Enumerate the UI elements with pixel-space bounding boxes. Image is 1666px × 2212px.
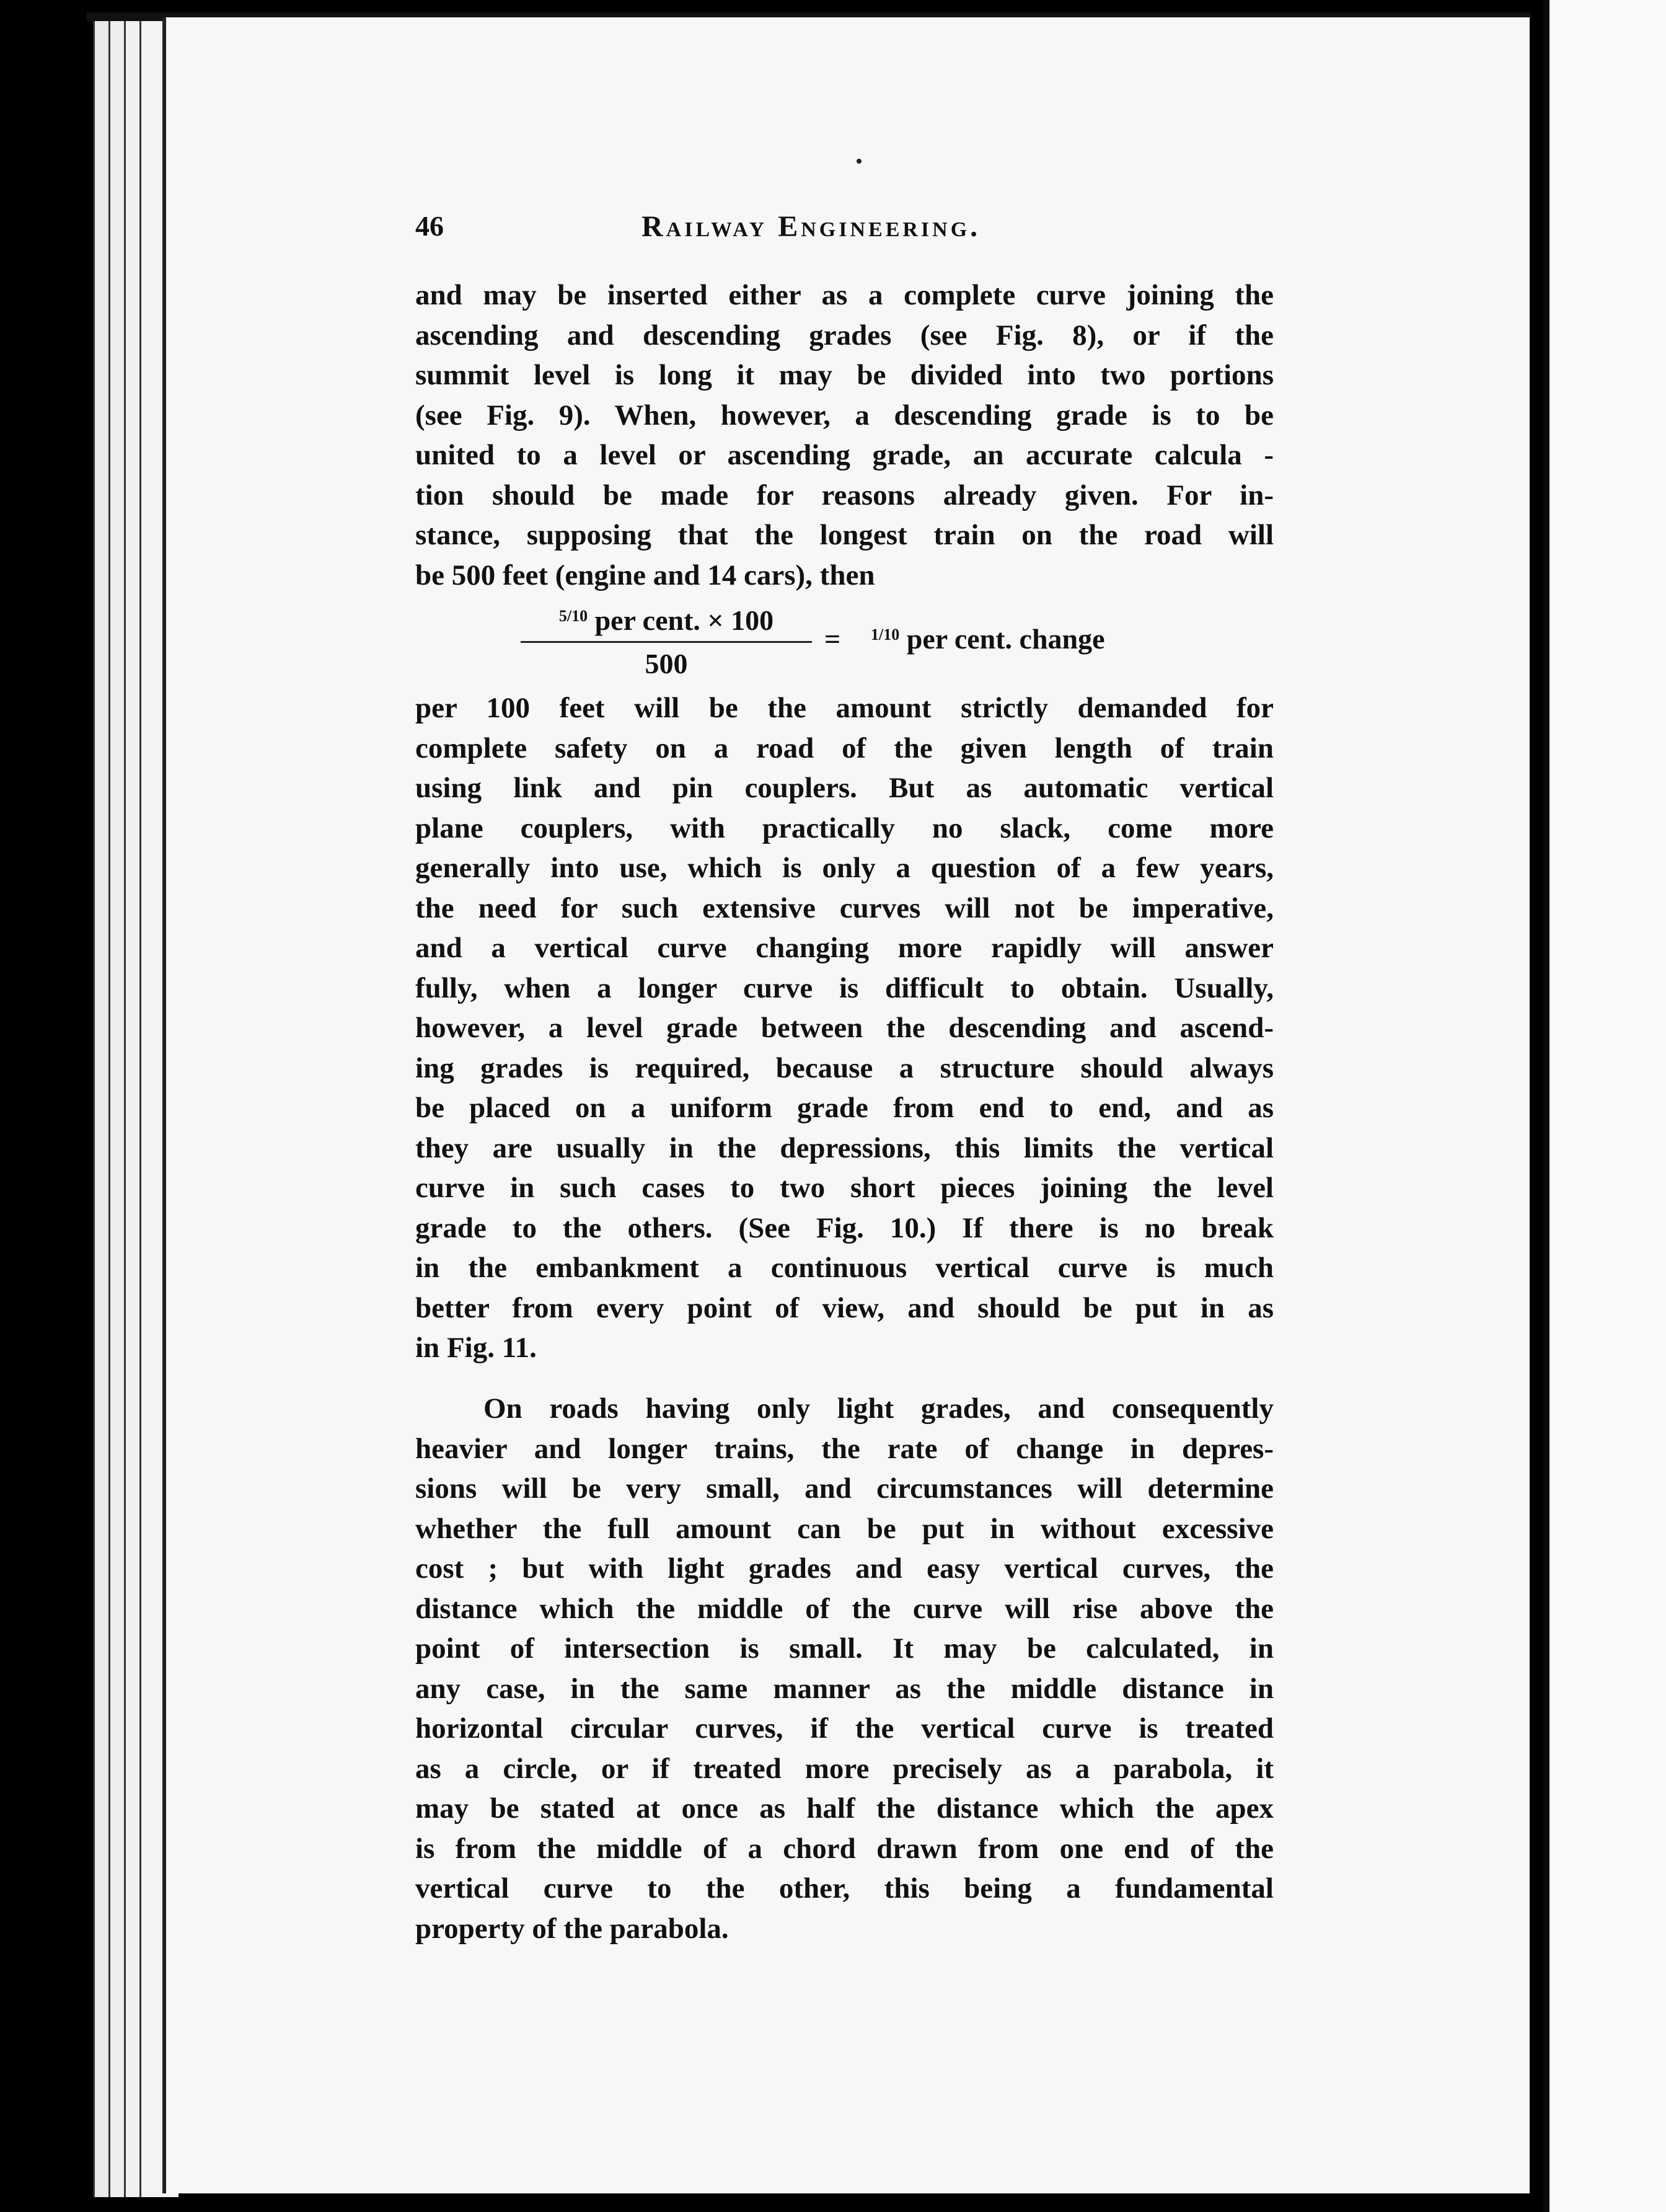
- running-header: [415, 210, 1274, 253]
- text-line: plane couplers, with practically no slack, come more: [415, 812, 1274, 844]
- text-line: point of intersection is small. It may be calculated, in: [415, 1632, 1274, 1665]
- text-line: any case, in the same manner as the middle distance in: [415, 1672, 1274, 1705]
- text-line: in the embankment a continuous vertical curve is much: [415, 1252, 1274, 1284]
- text-line: they are usually in the depressions, this limits the vertical: [415, 1131, 1274, 1164]
- text-line: may be stated at once as half the distance which the apex: [415, 1792, 1274, 1825]
- text-line: united to a level or ascending grade, an accurate calcula -: [415, 439, 1274, 471]
- text-line: per 100 feet will be the amount strictly demanded for: [415, 692, 1274, 724]
- text-line: property of the parabola.: [415, 1912, 729, 1945]
- text-line: heavier and longer trains, the rate of change in depres-: [415, 1432, 1274, 1465]
- text-line: horizontal circular curves, if the vertical curve is treated: [415, 1712, 1274, 1745]
- result-fraction: 1/10: [871, 626, 900, 644]
- text-line: as a circle, or if treated more precisely as a parabola, it: [415, 1752, 1274, 1785]
- text-line: using link and pin couplers. But as automatic vertical: [415, 772, 1274, 804]
- text-line: complete safety on a road of the given length of train: [415, 732, 1274, 764]
- text-line: summit level is long it may be divided into two portions: [415, 359, 1274, 391]
- formula-result: [871, 622, 1105, 655]
- text-line: is from the middle of a chord drawn from one end of the: [415, 1832, 1274, 1865]
- fraction-bar: [521, 641, 812, 643]
- numerator-fraction: 5/10: [558, 607, 588, 625]
- text-line: cost ; but with light grades and easy vertical curves, the: [415, 1552, 1274, 1585]
- text-line: and a vertical curve changing more rapidly will answer: [415, 932, 1274, 964]
- text-line: distance which the middle of the curve will rise above the: [415, 1592, 1274, 1625]
- page-number: 46: [415, 210, 444, 242]
- text-line: however, a level grade between the descending and ascend-: [415, 1012, 1274, 1044]
- paragraph-1: [415, 275, 1274, 595]
- result-text: per cent. change: [906, 623, 1105, 655]
- text-line: and may be inserted either as a complete curve joining the: [415, 279, 1274, 311]
- text-line: fully, when a longer curve is difficult to obtain. Usually,: [415, 971, 1274, 1004]
- scan-speck: [857, 159, 862, 164]
- text-line: better from every point of view, and should be put in as: [415, 1291, 1274, 1324]
- facing-page-strip: [1543, 0, 1666, 2212]
- running-head: Railway Engineering.: [641, 210, 981, 243]
- equals-sign: =: [824, 623, 841, 655]
- numerator-text: per cent. × 100: [594, 604, 774, 636]
- text-line: be placed on a uniform grade from end to end, and as: [415, 1092, 1274, 1124]
- text-line: stance, supposing that the longest train on the road will: [415, 519, 1274, 551]
- text-line: tion should be made for reasons already given. For in-: [415, 479, 1274, 511]
- text-line: ing grades is required, because a structure should always: [415, 1051, 1274, 1084]
- text-line: sions will be very small, and circumstances will determine: [415, 1472, 1274, 1505]
- formula: [521, 600, 1178, 693]
- paragraph-2: [415, 688, 1274, 1368]
- text-line: grade to the others. (See Fig. 10.) If there is no break: [415, 1211, 1274, 1244]
- scan-speck: [0, 149, 9, 172]
- text-line: in Fig. 11.: [415, 1332, 537, 1364]
- text-line: generally into use, which is only a question of a few years,: [415, 852, 1274, 884]
- text-line: vertical curve to the other, this being a fundamental: [415, 1872, 1274, 1905]
- formula-denominator: 500: [645, 648, 688, 679]
- text-line: whether the full amount can be put in without excessive: [415, 1512, 1274, 1545]
- text-line: ascending and descending grades (see Fig. 8), or if the: [415, 319, 1274, 352]
- text-line: the need for such extensive curves will not be imperative,: [415, 891, 1274, 924]
- text-line: be 500 feet (engine and 14 cars), then: [415, 559, 875, 591]
- text-line: curve in such cases to two short pieces joining the level: [415, 1172, 1274, 1204]
- paragraph-3: [415, 1389, 1274, 1949]
- text-line: On roads having only light grades, and consequently: [483, 1392, 1274, 1425]
- formula-numerator: [521, 604, 812, 637]
- text-line: (see Fig. 9). When, however, a descending grade is to be: [415, 399, 1274, 431]
